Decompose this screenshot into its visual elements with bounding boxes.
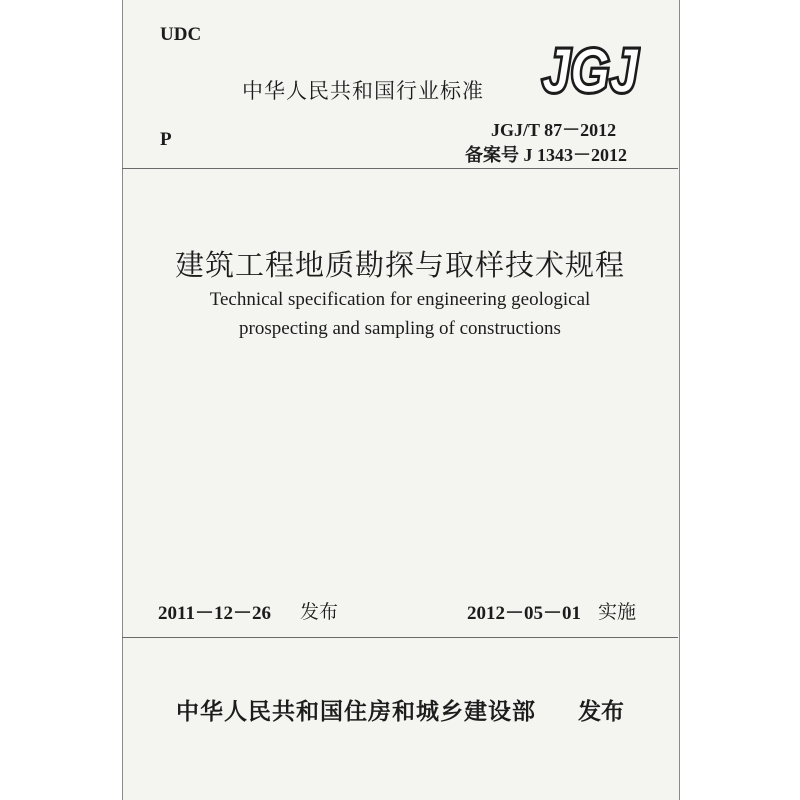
standard-number: JGJ/T 87－2012: [491, 120, 617, 140]
udc-label: UDC: [160, 24, 202, 45]
implement-date: 2012－05－01: [467, 603, 582, 624]
publisher: 中华人民共和国住房和城乡建设部: [176, 699, 536, 725]
issue-label: 发布: [300, 601, 339, 623]
logo-text: JGJ: [542, 37, 640, 102]
publish-label: 发布: [578, 699, 624, 725]
title-chinese: 建筑工程地质勘探与取样技术规程: [174, 248, 625, 282]
title-english-line1: Technical specification for engineering geological: [209, 289, 591, 310]
implement-label: 实施: [598, 601, 637, 623]
logo-text-inner: JGJ: [542, 37, 640, 102]
record-number: 备案号 J 1343－2012: [465, 145, 627, 165]
category-code: P: [160, 129, 172, 150]
bottom-divider: [122, 637, 678, 638]
top-divider: [122, 168, 678, 169]
jgj-logo: [539, 36, 641, 102]
industry-standard-label: 中华人民共和国行业标准: [242, 79, 484, 103]
issue-date: 2011－12－26: [158, 603, 271, 624]
title-english-line2: prospecting and sampling of constructions: [239, 318, 561, 339]
